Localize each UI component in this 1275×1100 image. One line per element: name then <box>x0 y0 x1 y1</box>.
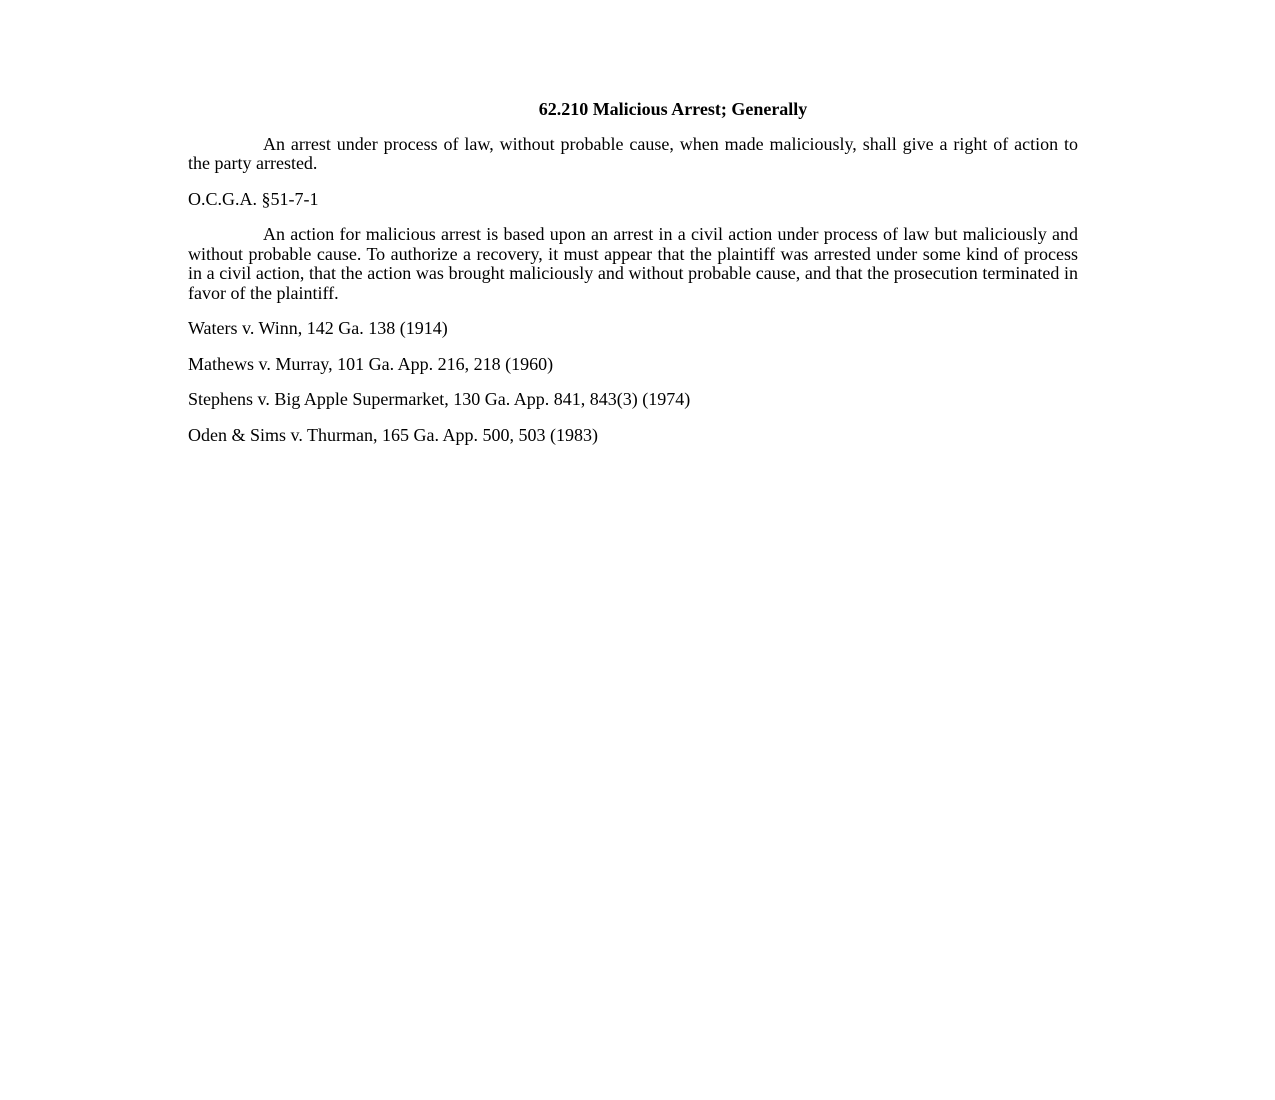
paragraph-statute-text: An arrest under process of law, without probable cause, when made maliciously, shall give a right of action to the party arrested. <box>188 133 1078 173</box>
statute-reference: O.C.G.A. §51-7-1 <box>188 188 319 209</box>
document-page <box>188 100 1078 461</box>
citation-1: Waters v. Winn, 142 Ga. 138 (1914) <box>188 318 448 338</box>
document-title: 62.210 Malicious Arrest; Generally <box>538 99 808 119</box>
citation-3: Stephens v. Big Apple Supermarket, 130 Ga. App. 841, 843(3) (1974) <box>188 389 691 409</box>
paragraph-elements: An action for malicious arrest is based upon an arrest in a civil action under process of law but maliciously and without probable cause. To authorize a recovery, it must appear that the plaintiff was arrested under some kind of process in a civil action, that the action was brought maliciously and without probable cause, and that the prosecution terminated in favor of the plaintiff. <box>188 224 1078 303</box>
citation-4: Oden & Sims v. Thurman, 165 Ga. App. 500, 503 (1983) <box>188 424 598 445</box>
citation-2: Mathews v. Murray, 101 Ga. App. 216, 218 (1960) <box>188 353 554 374</box>
